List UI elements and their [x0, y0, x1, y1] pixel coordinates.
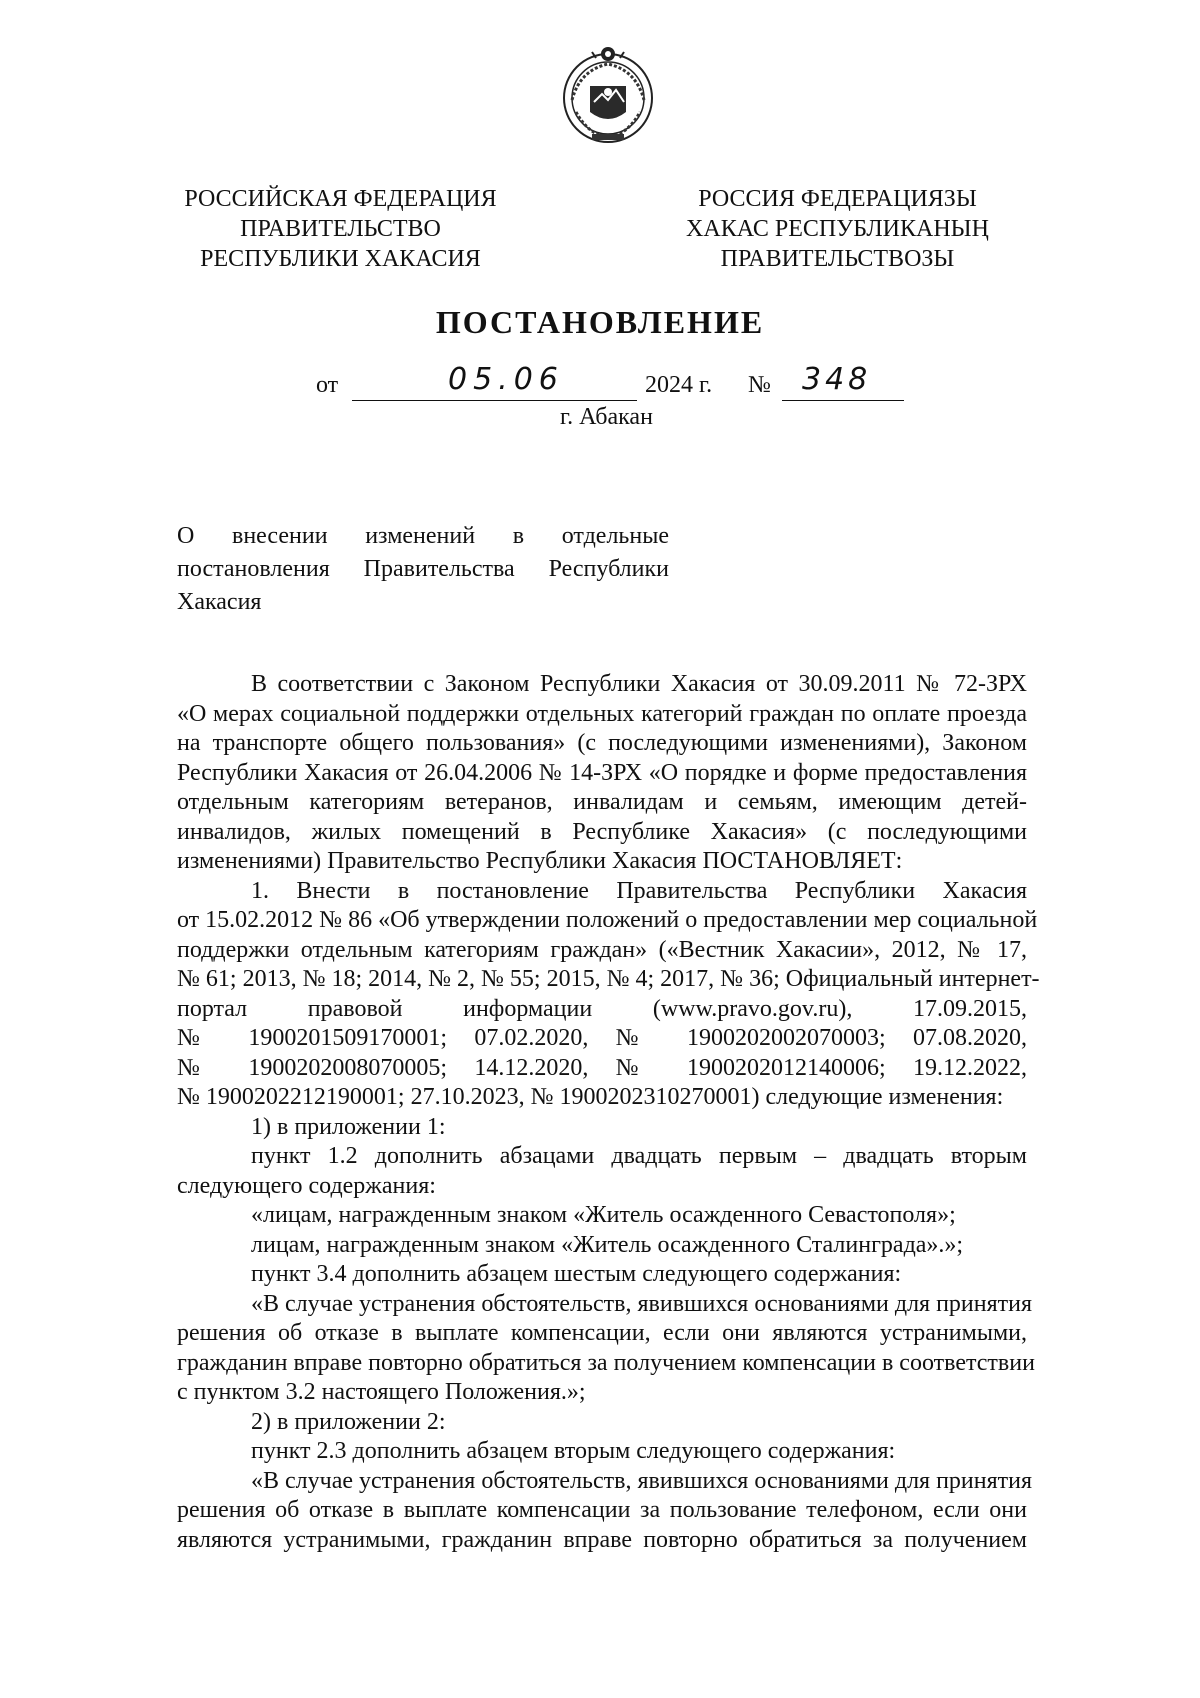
body-line: с пунктом 3.2 настоящего Положения.»;: [177, 1379, 586, 1405]
resolution-subject: [177, 520, 669, 619]
header-khakas: [660, 184, 1015, 274]
body-line: инвалидов, жилых помещений в Республике Хакасия» (с последующими: [177, 818, 1027, 845]
body-line: решения об отказе в выплате компенсации за пользование телефоном, если они: [177, 1497, 1027, 1523]
body-line: пункт 1.2 дополнить абзацами двадцать первым – двадцать вторым: [251, 1143, 1027, 1169]
body-line: решения об отказе в выплате компенсации, если они являются устранимыми,: [177, 1320, 1027, 1346]
body-line: следующего содержания:: [177, 1172, 436, 1199]
body-line: № 61; 2013, № 18; 2014, № 2, № 55; 2015, № 4; 2017, № 36; Официальный интернет-: [177, 966, 1040, 992]
body-line: «В случае устранения обстоятельств, явившихся основаниями для принятия: [251, 1290, 1033, 1317]
body-line: отдельным категориям ветеранов, инвалидам и семьям, имеющим детей-: [177, 789, 1027, 815]
body-line: являются устранимыми, гражданин вправе повторно обратиться за получением: [177, 1526, 1027, 1553]
body-line: № 1900202008070005; 14.12.2020, № 1900202012140006; 19.12.2022,: [177, 1054, 1027, 1081]
body-line: от 15.02.2012 № 86 «Об утверждении положений о предоставлении мер социальной: [177, 907, 1038, 933]
number-underline: [782, 400, 904, 401]
header-right-line1: РОССИЯ ФЕДЕРАЦИЯЗЫ: [698, 186, 977, 212]
date-prefix: от: [316, 372, 339, 398]
body-line: № 1900202212190001; 27.10.2023, № 1900202310270001) следующие изменения:: [177, 1084, 1004, 1110]
number-label: №: [748, 372, 771, 398]
header-right-line3: ПРАВИТЕЛЬСТВОЗЫ: [720, 246, 955, 272]
resolution-body: [177, 670, 1040, 1555]
body-line: 1) в приложении 1:: [251, 1113, 446, 1140]
body-line: гражданин вправе повторно обратиться за получением компенсации в соответствии: [177, 1349, 1035, 1376]
city-name: г. Абакан: [560, 404, 653, 430]
body-line: изменениями) Правительство Республики Хакасия ПОСТАНОВЛЯЕТ:: [177, 848, 903, 874]
body-line: «В случае устранения обстоятельств, явившихся основаниями для принятия: [251, 1467, 1033, 1494]
subject-line: О внесении изменений в отдельные: [177, 523, 669, 549]
body-line: поддержки отдельным категориям граждан» («Вестник Хакасии», 2012, № 17,: [177, 936, 1027, 963]
header-russian: [168, 184, 513, 274]
body-line: 1. Внести в постановление Правительства Республики Хакасия: [251, 877, 1027, 904]
header-left-line2: ПРАВИТЕЛЬСТВО: [240, 216, 441, 242]
header-right-line2: ХАКАС РЕСПУБЛИКАНЫҢ: [686, 216, 989, 242]
body-line: Республики Хакасия от 26.04.2006 № 14-ЗРХ «О порядке и форме предоставления: [177, 759, 1027, 786]
body-line: 2) в приложении 2:: [251, 1408, 446, 1435]
header-left-line3: РЕСПУБЛИКИ ХАКАСИЯ: [200, 246, 481, 272]
handwritten-date: 05.06: [448, 362, 564, 397]
coat-of-arms-emblem: [552, 40, 664, 152]
header-left-line1: РОССИЙСКАЯ ФЕДЕРАЦИЯ: [184, 186, 497, 212]
body-line: «лицам, награжденным знаком «Житель осажденного Севастополя»;: [251, 1202, 956, 1228]
body-line: на транспорте общего пользования» (с последующими изменениями), Законом: [177, 730, 1027, 756]
body-line: № 1900201509170001; 07.02.2020, № 1900202002070003; 07.08.2020,: [177, 1025, 1027, 1051]
subject-line: постановления Правительства Республики: [177, 556, 669, 582]
body-line: В соответствии с Законом Республики Хакасия от 30.09.2011 № 72-ЗРХ: [251, 671, 1027, 697]
body-line: портал правовой информации (www.pravo.gov.ru), 17.09.2015,: [177, 995, 1027, 1022]
handwritten-number: 348: [802, 362, 872, 397]
date-year: 2024 г.: [645, 372, 713, 398]
subject-line: Хакасия: [177, 589, 262, 615]
date-underline: [352, 400, 637, 401]
body-line: лицам, награжденным знаком «Житель осажденного Сталинграда».»;: [251, 1231, 964, 1258]
body-line: пункт 2.3 дополнить абзацем вторым следующего содержания:: [251, 1438, 896, 1464]
body-line: пункт 3.4 дополнить абзацем шестым следующего содержания:: [251, 1261, 902, 1287]
body-line: «О мерах социальной поддержки отдельных категорий граждан по оплате проезда: [177, 700, 1027, 727]
document-title: ПОСТАНОВЛЕНИЕ: [435, 304, 765, 340]
